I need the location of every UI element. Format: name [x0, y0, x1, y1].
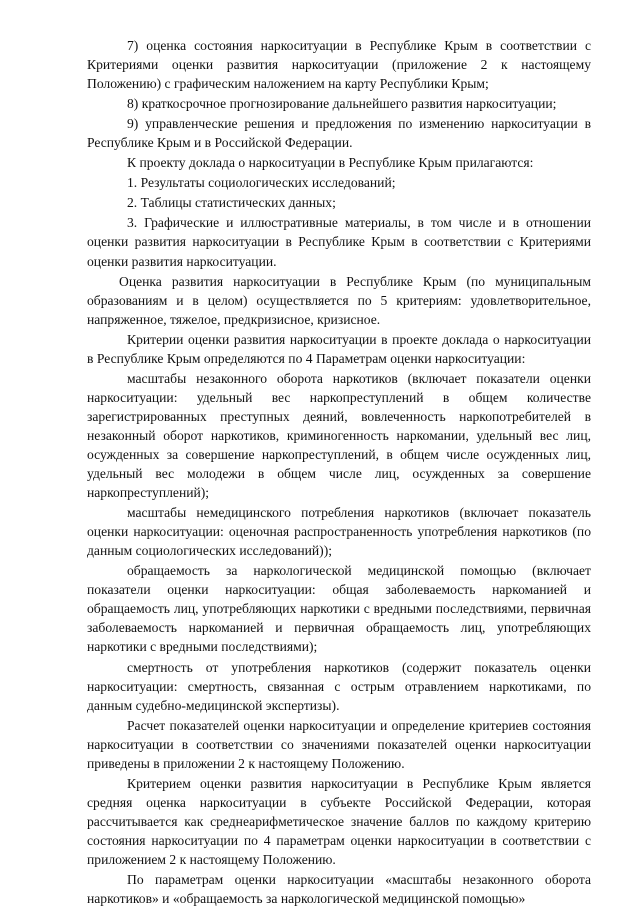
paragraph-final: По параметрам оценки наркоситуации «масштабы незаконного оборота наркотиков» и «обращаемость за наркологической медицинской помощью»	[87, 872, 591, 907]
paragraph-assessment-criteria: Оценка развития наркоситуации в Республике Крым (по муниципальным образованиям и в целом) осуществляется по 5 критериям: удовлетворительное, напряженное, тяжелое, предкризисное, кризисное.	[87, 273, 591, 327]
paragraph-parameter-nonmedical-use: масштабы немедицинского потребления наркотиков (включает показатель оценки наркоситуации: оценочная распространенность употребления наркотиков (по данным социологических исследований));	[87, 505, 591, 559]
paragraph-parameters-intro: Критерии оценки развития наркоситуации в проекте доклада о наркоситуации в Республике Крым определяются по 4 Параметрам оценки наркоситуации:	[87, 331, 591, 366]
paragraph-item-8: 8) краткосрочное прогнозирование дальнейшего развития наркоситуации;	[127, 96, 557, 112]
paragraph-calculation: Расчет показателей оценки наркоситуации и определение критериев состояния наркоситуации в соответствии со значениями показателей оценки наркоситуации приведены в приложении 2 к настоящему Положению.	[87, 717, 591, 771]
paragraph-criterion-definition: Критерием оценки развития наркоситуации в Республике Крым является средняя оценка наркоситуации в субъекте Российской Федерации, которая рассчитывается как среднеарифметическое значение баллов по каждому критерию состояния наркоситуации по 4 параметрам оценки наркоситуации в соответствии с приложением 2 к настоящему Положению.	[87, 775, 591, 867]
paragraph-attachment-3: 3. Графические и иллюстративные материалы, в том числе и в отношении оценки развития наркоситуации в Республике Крым в соответствии с Критериями оценки развития наркоситуации.	[87, 215, 591, 269]
paragraph-parameter-medical-help: обращаемость за наркологической медицинской помощью (включает показатели оценки наркоситуации: общая заболеваемость наркоманией и обращаемость лиц, употребляющих наркотики с вредными последствиями, первичная заболеваемость наркоманией и первичная обращаемость лиц, употребляющих наркотики с вредными последствиями);	[87, 563, 591, 655]
paragraph-attachment-1: 1. Результаты социологических исследований;	[127, 175, 396, 191]
paragraph-attachments-intro: К проекту доклада о наркоситуации в Республике Крым прилагаются:	[127, 155, 534, 171]
paragraph-attachment-2: 2. Таблицы статистических данных;	[127, 195, 336, 211]
paragraph-item-7: 7) оценка состояния наркоситуации в Республике Крым в соответствии с Критериями оценки развития наркоситуации (приложение 2 к настоящему Положению) с графическим наложением на карту Республики Крым;	[87, 38, 591, 92]
paragraph-parameter-illegal-trafficking: масштабы незаконного оборота наркотиков (включает показатели оценки наркоситуации: удельный вес наркопреступлений в общем количестве зарегистрированных преступных деяний, вовлеченность наркопотребителей в незаконный оборот наркотиков, криминогенность наркомании, удельный вес лиц, осужденных за совершение наркопреступлений, в общем числе осужденных лиц, удельный вес молодежи в общем числе лиц, осужденных за совершение наркопреступлений);	[87, 370, 591, 501]
paragraph-item-9: 9) управленческие решения и предложения по изменению наркоситуации в Республике Крым и в Российской Федерации.	[87, 116, 591, 151]
paragraph-parameter-mortality: смертность от употребления наркотиков (содержит показатель оценки наркоситуации: смертность, связанная с острым отравлением наркотиками, по данным судебно-медицинской экспертизы).	[87, 659, 591, 713]
